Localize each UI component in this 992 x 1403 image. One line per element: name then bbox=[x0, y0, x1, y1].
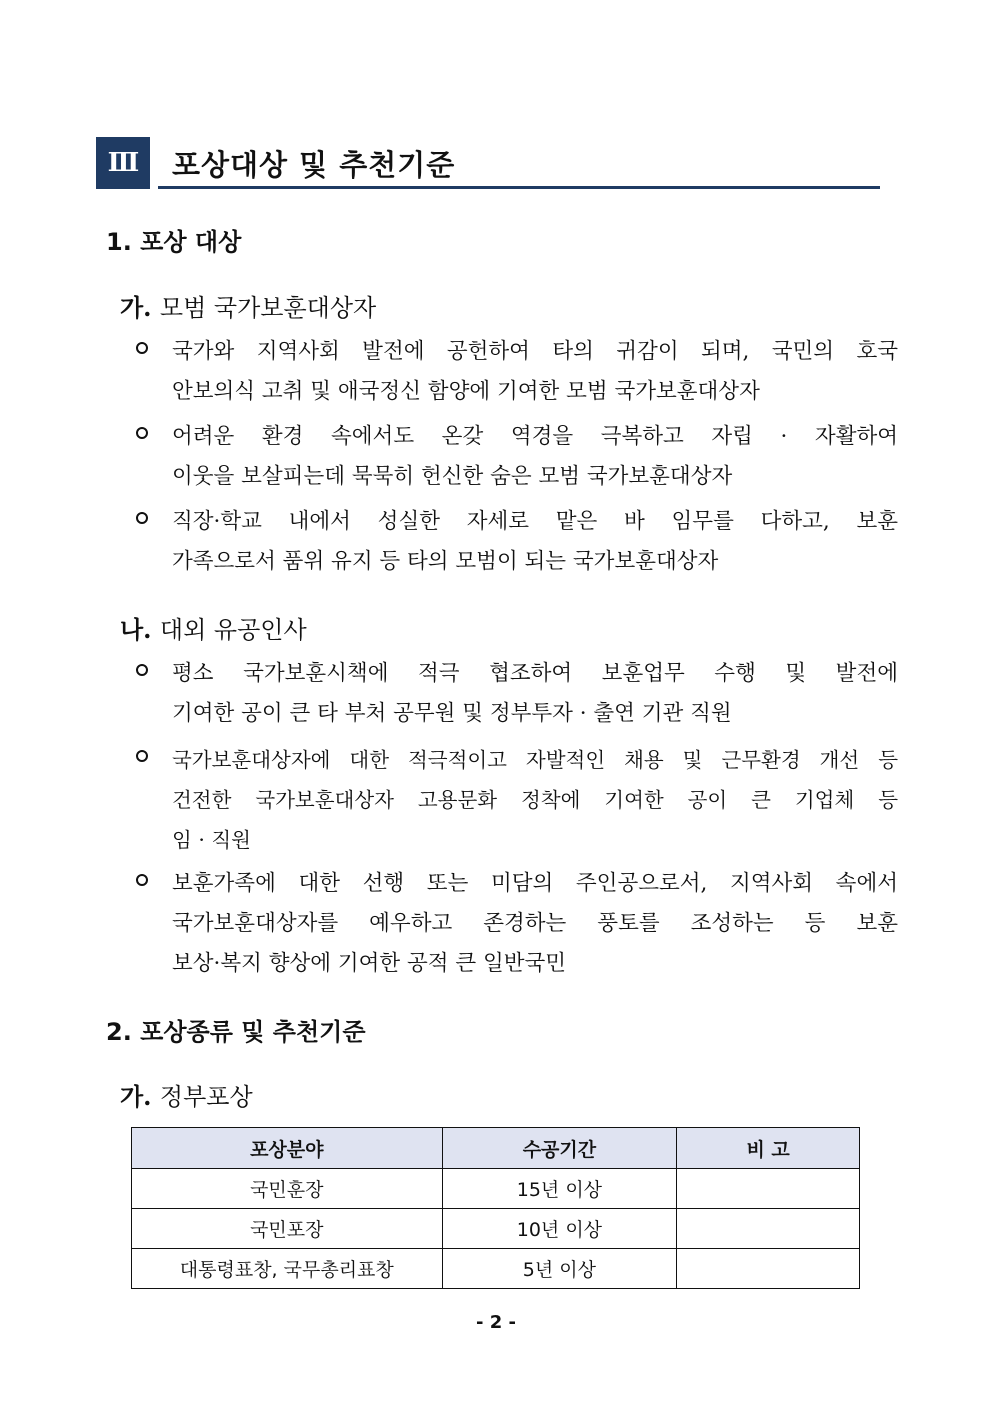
subsection-1b-title bbox=[120, 610, 307, 645]
bullet-line: 평소 국가보훈시책에 적극 협조하여 보훈업무 수행 및 발전에 bbox=[172, 661, 898, 686]
subsection-prefix: 나. bbox=[120, 615, 152, 644]
circle-bullet-icon bbox=[136, 342, 148, 354]
table-cell: 대통령표창, 국무총리표창 bbox=[132, 1249, 443, 1289]
subsection-label: 정부포상 bbox=[159, 1083, 253, 1111]
chapter-underline bbox=[158, 186, 880, 189]
bullet-line: 보훈가족에 대한 선행 또는 미담의 주인공으로서, 지역사회 속에서 bbox=[172, 871, 898, 896]
table-row bbox=[132, 1209, 860, 1249]
bullet-line: 안보의식 고취 및 애국정신 함양에 기여한 모범 국가보훈대상자 bbox=[172, 379, 760, 404]
subsection-prefix: 가. bbox=[120, 1082, 152, 1111]
awards-table bbox=[131, 1127, 860, 1289]
circle-bullet-icon bbox=[136, 427, 148, 439]
subsection-2a-title bbox=[120, 1077, 253, 1112]
circle-bullet-icon bbox=[136, 874, 148, 886]
bullet-line: 이웃을 보살피는데 묵묵히 헌신한 숨은 모범 국가보훈대상자 bbox=[172, 464, 733, 489]
table-cell bbox=[677, 1249, 860, 1289]
table-row bbox=[132, 1249, 860, 1289]
bullet-line: 건전한 국가보훈대상자 고용문화 정착에 기여한 공이 큰 기업체 등 bbox=[172, 788, 898, 812]
bullet-line: 국가보훈대상자를 예우하고 존경하는 풍토를 조성하는 등 보훈 bbox=[172, 911, 898, 936]
subsection-label: 대외 유공인사 bbox=[159, 616, 307, 644]
chapter-number-badge: Ⅲ bbox=[96, 137, 150, 189]
table-cell: 15년 이상 bbox=[442, 1169, 677, 1209]
bullet-line: 직장·학교 내에서 성실한 자세로 맡은 바 임무를 다하고, 보훈 bbox=[172, 509, 898, 534]
table-row bbox=[132, 1169, 860, 1209]
column-header: 포상분야 bbox=[132, 1128, 443, 1169]
chapter-title: 포상대상 및 추천기준 bbox=[172, 148, 456, 182]
bullet-line: 국가와 지역사회 발전에 공헌하여 타의 귀감이 되며, 국민의 호국 bbox=[172, 339, 898, 364]
table-header-row bbox=[132, 1128, 860, 1169]
circle-bullet-icon bbox=[136, 664, 148, 676]
table-cell: 10년 이상 bbox=[442, 1209, 677, 1249]
page-number: - 2 - bbox=[476, 1312, 516, 1333]
circle-bullet-icon bbox=[136, 512, 148, 524]
column-header: 비 고 bbox=[677, 1128, 860, 1169]
bullet-line: 국가보훈대상자에 대한 적극적이고 자발적인 채용 및 근무환경 개선 등 bbox=[172, 748, 898, 772]
subsection-prefix: 가. bbox=[120, 293, 152, 322]
table-cell bbox=[677, 1169, 860, 1209]
table-cell: 국민훈장 bbox=[132, 1169, 443, 1209]
table-cell bbox=[677, 1209, 860, 1249]
table-cell: 5년 이상 bbox=[442, 1249, 677, 1289]
bullet-line: 기여한 공이 큰 타 부처 공무원 및 정부투자 · 출연 기관 직원 bbox=[172, 701, 732, 726]
bullet-line: 보상·복지 향상에 기여한 공적 큰 일반국민 bbox=[172, 951, 567, 976]
subsection-label: 모범 국가보훈대상자 bbox=[159, 294, 377, 322]
section-1-title: 1. 포상 대상 bbox=[106, 228, 242, 256]
bullet-line: 가족으로서 품위 유지 등 타의 모범이 되는 국가보훈대상자 bbox=[172, 549, 719, 574]
chapter-header bbox=[96, 137, 880, 189]
column-header: 수공기간 bbox=[442, 1128, 677, 1169]
subsection-1a-title bbox=[120, 288, 376, 323]
bullet-line: 어려운 환경 속에서도 온갖 역경을 극복하고 자립 · 자활하여 bbox=[172, 424, 898, 449]
bullet-line: 임 · 직원 bbox=[172, 828, 251, 852]
circle-bullet-icon bbox=[136, 750, 148, 762]
table-cell: 국민포장 bbox=[132, 1209, 443, 1249]
section-2-title: 2. 포상종류 및 추천기준 bbox=[106, 1018, 366, 1046]
